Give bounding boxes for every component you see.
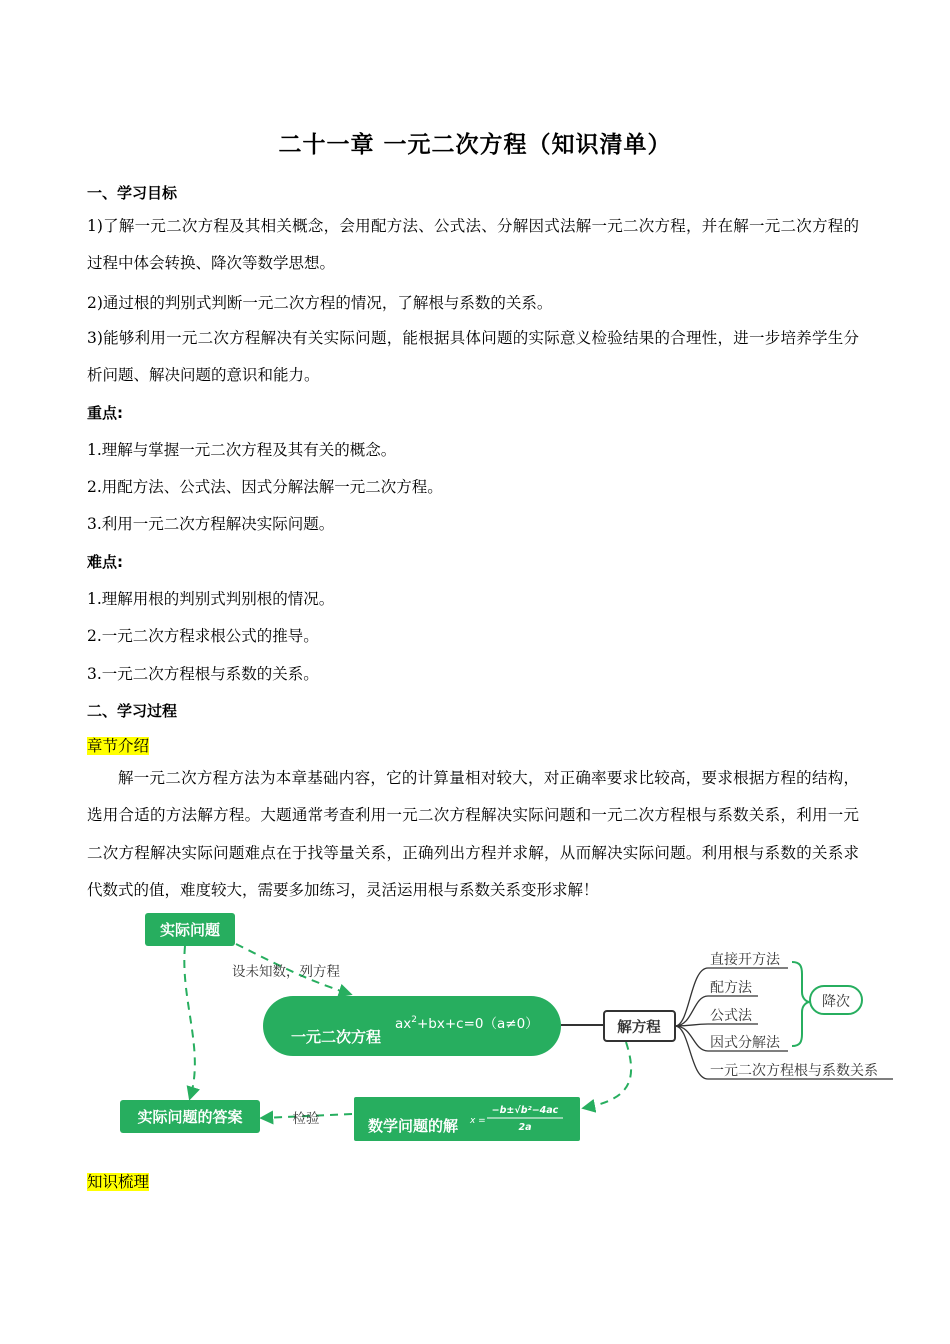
node-quadratic-equation: $ax^2+bx+c=0(a\ne 0)$ (395, 1015, 539, 1032)
label-set-unknown: 设未知数，列方程 (232, 964, 340, 980)
method-factorization: 因式分解法 (710, 1035, 780, 1051)
knowledge-label: 知识梳理 (87, 1173, 150, 1191)
node-reduce-label: 降次 (822, 994, 850, 1010)
difficult-heading: 难点: (87, 553, 123, 571)
node-solve-label: 解方程 (617, 1020, 661, 1036)
chapter-intro-label: 章节介绍 (87, 737, 150, 755)
difficult-point-3: 3.一元二次方程根与系数的关系。 (87, 665, 319, 683)
mind-map (0, 900, 950, 1160)
goals-heading: 一、学习目标 (87, 184, 178, 202)
key-point-1: 1.理解与掌握一元二次方程及其有关的概念。 (87, 441, 397, 459)
formula-denominator: 2a (518, 1122, 532, 1133)
goal-2: 2)通过根的判别式判断一元二次方程的情况，了解根与系数的关系。 (87, 294, 553, 312)
chapter-intro-text: 解一元二次方程方法为本章基础内容，它的计算量相对较大，对正确率要求比较高，要求根据方程的结构，选用合适的方法解方程。大题通常考查利用一元二次方程解决实际问题和一元二次方程根与系数关系，利用一元二次方程解决实际问题难点在于找等量关系，正确列出方程并求解，从而解决实际问题。利用根与系数的关系求代数式的值，难度较大，需要多加练习，灵活运用根与系数关系变形求解！ (87, 769, 859, 899)
key-heading: 重点: (87, 404, 123, 422)
goal-1: 1)了解一元二次方程及其相关概念，会用配方法、公式法、分解因式法解一元二次方程，并在解一元二次方程的过程中体会转换、降次等数学思想。 (87, 217, 859, 273)
page-title: 二十一章 一元二次方程（知识清单） (278, 132, 672, 158)
node-real-problem-label: 实际问题 (159, 921, 221, 939)
method-direct-root: 直接开方法 (710, 952, 780, 968)
formula-x: x = (470, 1116, 486, 1126)
node-answer-label: 实际问题的答案 (137, 1108, 243, 1126)
connector-real-to-answer (184, 946, 195, 1098)
node-quadratic-label: 一元二次方程 (290, 1028, 382, 1046)
goal-3: 3)能够利用一元二次方程解决有关实际问题，能根据具体问题的实际意义检验结果的合理性，进一步培养学生分析问题、解决问题的意识和能力。 (87, 329, 859, 385)
key-point-2: 2.用配方法、公式法、因式分解法解一元二次方程。 (87, 478, 443, 496)
process-heading: 二、学习过程 (87, 702, 178, 720)
connector-solve-to-math (584, 1042, 631, 1108)
formula-numerator: −b±√b²−4ac (491, 1105, 559, 1116)
difficult-point-1: 1.理解用根的判别式判别根的情况。 (87, 590, 335, 608)
difficult-point-2: 2.一元二次方程求根公式的推导。 (87, 627, 319, 645)
label-check: 检验 (292, 1111, 320, 1127)
node-math-solution-label: 数学问题的解 (367, 1117, 459, 1135)
brace-icon (792, 962, 810, 1046)
method-complete-square: 配方法 (710, 980, 752, 996)
key-point-3: 3.利用一元二次方程解决实际问题。 (87, 515, 335, 533)
branch-vieta: 一元二次方程根与系数关系 (710, 1063, 878, 1079)
method-formula: 公式法 (710, 1008, 752, 1024)
